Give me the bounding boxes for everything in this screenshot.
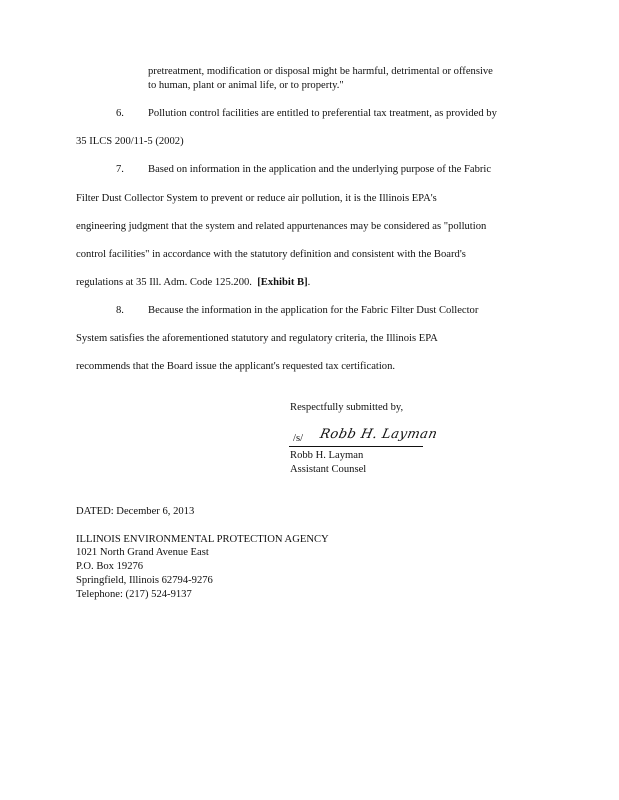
agency-name: ILLINOIS ENVIRONMENTAL PROTECTION AGENCY: [76, 534, 329, 545]
dated-line: DATED: December 6, 2013: [76, 506, 195, 517]
para-7-line-3: engineering judgment that the system and related appurtenances may be considered as "pollution: [76, 221, 487, 232]
signer-name: Robb H. Layman: [290, 450, 364, 461]
para-6-line-2: 35 ILCS 200/11-5 (2002): [76, 136, 184, 147]
signature-line: [289, 446, 423, 447]
para-7-line-1: Based on information in the application and the underlying purpose of the Fabric: [148, 164, 492, 175]
para-8-line-2: System satisfies the aforementioned statutory and regulatory criteria, the Illinois EPA: [76, 333, 438, 344]
agency-address-2: P.O. Box 19276: [76, 561, 144, 572]
exhibit-b-reference: [Exhibit B]: [257, 277, 308, 288]
para-7-line-5: [76, 277, 310, 289]
signer-title: Assistant Counsel: [290, 464, 367, 475]
para-8-line-3: recommends that the Board issue the applicant's requested tax certification.: [76, 361, 396, 372]
para-6-number: 6.: [116, 108, 124, 119]
agency-address-1: 1021 North Grand Avenue East: [76, 547, 209, 558]
para-7-line-5-text: regulations at 35 Ill. Adm. Code 125.200.: [76, 277, 252, 288]
para-7-line-2: Filter Dust Collector System to prevent or reduce air pollution, it is the Illinois EPA's: [76, 193, 437, 204]
para-8-number: 8.: [116, 305, 124, 316]
continuation-line-2: to human, plant or animal life, or to property.": [148, 80, 344, 91]
handwritten-signature: Robb H. Layman: [318, 427, 439, 442]
para-7-line-5-end: .: [307, 277, 311, 288]
para-7-line-4: control facilities" in accordance with the statutory definition and consistent with the Board's: [76, 249, 466, 260]
para-7-number: 7.: [116, 164, 124, 175]
para-6-line-1: Pollution control facilities are entitled to preferential tax treatment, as provided by: [148, 108, 497, 119]
agency-phone: Telephone: (217) 524-9137: [76, 589, 192, 600]
agency-address-3: Springfield, Illinois 62794-9276: [76, 575, 213, 586]
closing-text: Respectfully submitted by,: [290, 402, 404, 413]
para-8-line-1: Because the information in the application for the Fabric Filter Dust Collector: [148, 305, 479, 316]
continuation-line-1: pretreatment, modification or disposal might be harmful, detrimental or offensive: [148, 66, 493, 77]
signature-prefix: /s/: [293, 433, 304, 444]
